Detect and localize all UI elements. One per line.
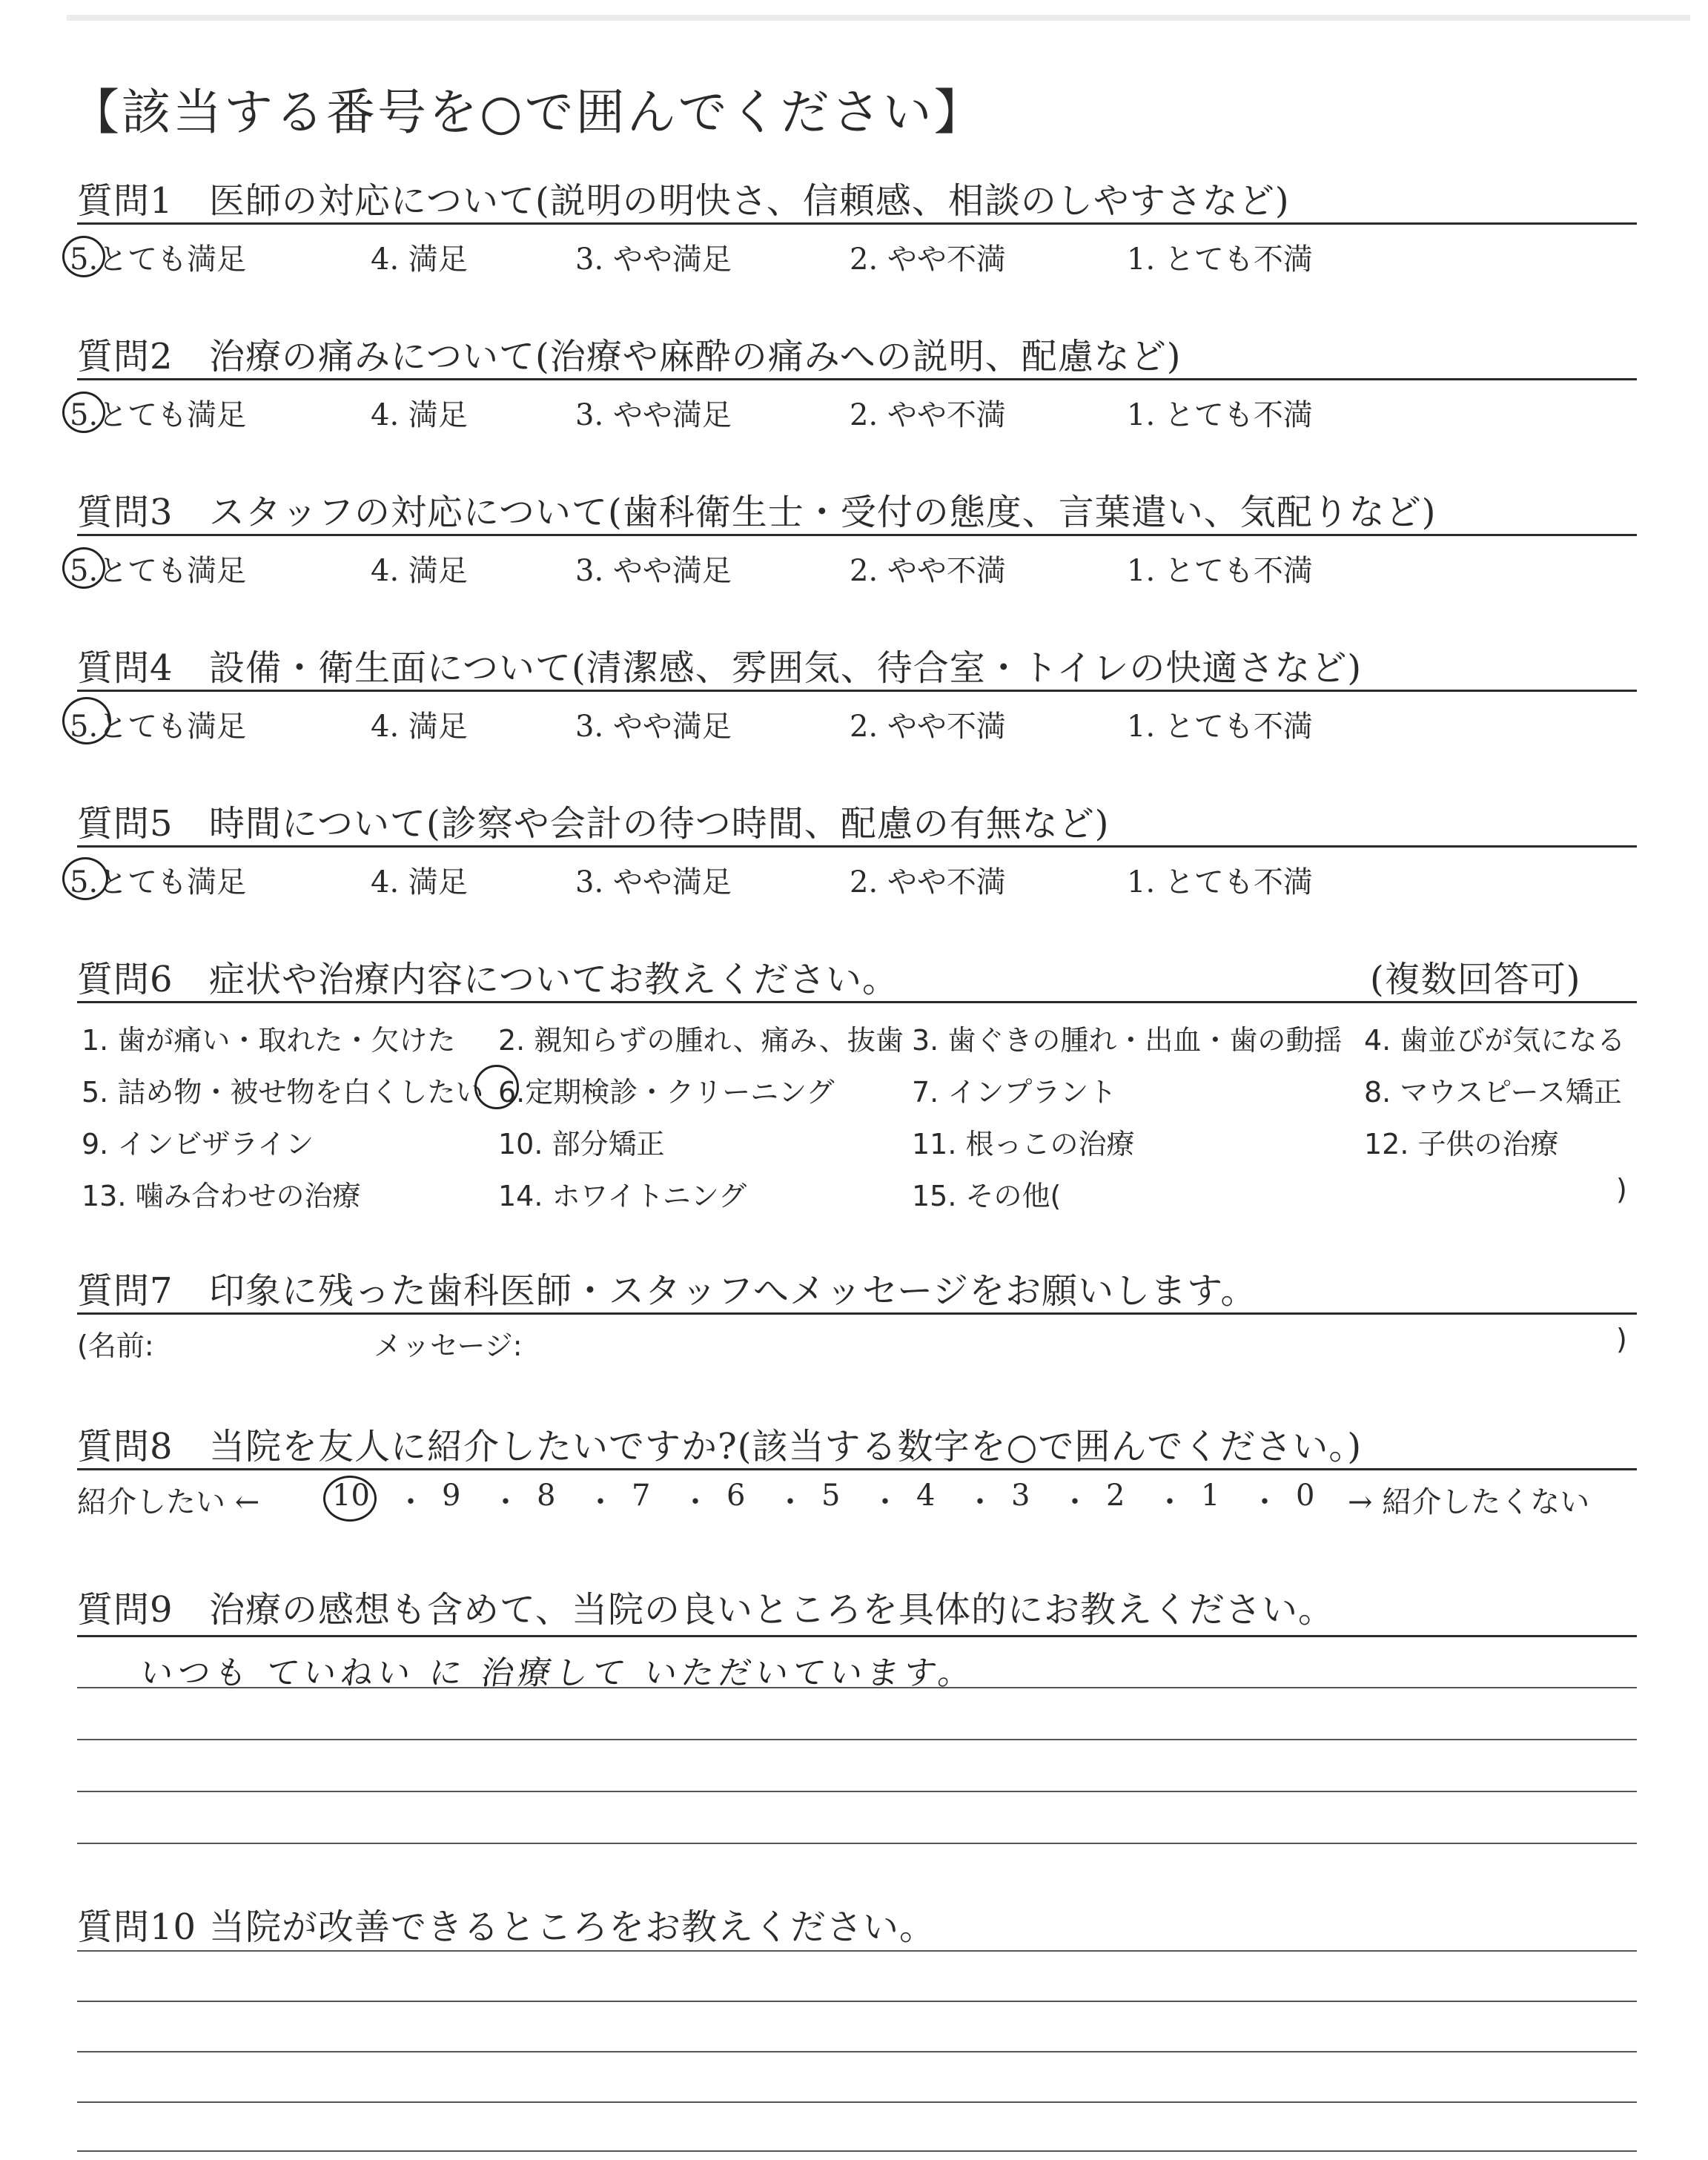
- q2-option-4[interactable]: 4. 満足: [371, 398, 468, 432]
- q6-item-3[interactable]: 3. 歯ぐきの腫れ・出血・歯の動揺: [912, 1024, 1343, 1057]
- question-8-label: 質問8: [77, 1426, 173, 1467]
- q8-left-label: 紹介したい ←: [77, 1485, 260, 1519]
- question-9: [77, 1581, 1334, 1632]
- question-6-rule: [77, 1001, 1637, 1003]
- question-2: [77, 328, 1182, 379]
- q1-option-3[interactable]: 3. やや満足: [575, 242, 732, 277]
- q1-option-4[interactable]: 4. 満足: [371, 242, 468, 277]
- q8-score-2[interactable]: 2: [1106, 1479, 1125, 1513]
- question-4-label: 質問4: [77, 647, 173, 689]
- q5-option-5[interactable]: 5.とても満足: [70, 865, 247, 899]
- q5-option-4[interactable]: 4. 満足: [371, 865, 468, 899]
- question-9-text: 治療の感想も含めて、当院の良いところを具体的にお教えください。: [209, 1589, 1335, 1631]
- q6-item-15[interactable]: 15. その他(: [912, 1180, 1062, 1212]
- q9-handwritten-answer[interactable]: いつも ていねい に 治療して いただいています。: [137, 1654, 979, 1692]
- question-6-text: 症状や治療内容についてお教えください。: [209, 959, 899, 1000]
- question-9-rule: [77, 1635, 1637, 1637]
- q6-item-2[interactable]: 2. 親知らずの腫れ、痛み、抜歯: [498, 1024, 904, 1057]
- question-10: [77, 1898, 936, 1949]
- q8-score-3[interactable]: 3: [1011, 1479, 1030, 1513]
- q6-item-14[interactable]: 14. ホワイトニング: [498, 1180, 747, 1212]
- q1-option-5[interactable]: 5.とても満足: [70, 242, 247, 277]
- question-2-label: 質問2: [77, 336, 173, 377]
- question-1-text: 医師の対応について(説明の明快さ、信頼感、相談のしやすさなど): [209, 180, 1290, 222]
- question-1: [77, 172, 1290, 223]
- q4-option-5[interactable]: 5.とても満足: [70, 710, 247, 744]
- q3-option-2[interactable]: 2. やや不満: [850, 554, 1006, 588]
- q6-item-1[interactable]: 1. 歯が痛い・取れた・欠けた: [82, 1024, 456, 1057]
- q8-score-6[interactable]: 6: [726, 1479, 746, 1513]
- question-2-rule: [77, 378, 1637, 380]
- q8-separator: ・: [1250, 1485, 1280, 1519]
- question-10-label: 質問10: [77, 1906, 197, 1948]
- q8-right-label: → 紹介したくない: [1348, 1485, 1590, 1519]
- answer-line: [77, 1739, 1637, 1740]
- q8-separator: ・: [1155, 1485, 1185, 1519]
- q2-option-2[interactable]: 2. やや不満: [850, 398, 1006, 432]
- question-3: [77, 483, 1437, 535]
- q6-item-9[interactable]: 9. インビザライン: [82, 1128, 314, 1160]
- q8-separator: ・: [775, 1485, 805, 1519]
- question-7: [77, 1262, 1257, 1313]
- q8-score-5[interactable]: 5: [821, 1479, 841, 1513]
- q6-item-6[interactable]: 6.定期検診・クリーニング: [498, 1076, 835, 1109]
- q7-message-label: メッセージ:: [374, 1330, 523, 1362]
- q1-option-1[interactable]: 1. とても不満: [1127, 242, 1313, 277]
- answer-line: [77, 1843, 1637, 1844]
- question-9-label: 質問9: [77, 1589, 173, 1631]
- q2-option-3[interactable]: 3. やや満足: [575, 398, 732, 432]
- q8-separator: ・: [396, 1485, 426, 1519]
- answer-line: [77, 2101, 1637, 2103]
- q3-option-4[interactable]: 4. 満足: [371, 554, 468, 588]
- question-6: [77, 951, 898, 1002]
- question-4-text: 設備・衛生面について(清潔感、雰囲気、待合室・トイレの快適さなど): [209, 647, 1363, 689]
- question-3-text: スタッフの対応について(歯科衛生士・受付の態度、言葉遣い、気配りなど): [209, 492, 1437, 533]
- question-7-text: 印象に残った歯科医師・スタッフへメッセージをお願いします。: [209, 1270, 1257, 1312]
- q8-score-0[interactable]: 0: [1296, 1479, 1315, 1513]
- q3-option-5[interactable]: 5.とても満足: [70, 554, 247, 588]
- q5-option-1[interactable]: 1. とても不満: [1127, 865, 1313, 899]
- question-8-text: 当院を友人に紹介したいですか?(該当する数字を○で囲んでください。): [209, 1426, 1363, 1467]
- question-5-rule: [77, 845, 1637, 848]
- q4-option-1[interactable]: 1. とても不満: [1127, 710, 1313, 744]
- q6-item-8[interactable]: 8. マウスピース矯正: [1364, 1076, 1622, 1109]
- answer-line: [77, 2051, 1637, 2052]
- page-title: 【該当する番号を○で囲んでください】: [70, 84, 985, 141]
- q8-score-7[interactable]: 7: [632, 1479, 651, 1513]
- q3-option-1[interactable]: 1. とても不満: [1127, 554, 1313, 588]
- q8-score-10[interactable]: 10: [332, 1479, 370, 1513]
- q5-option-2[interactable]: 2. やや不満: [850, 865, 1006, 899]
- question-8: [77, 1418, 1362, 1469]
- question-1-label: 質問1: [77, 180, 173, 222]
- q6-item-12[interactable]: 12. 子供の治療: [1364, 1128, 1559, 1160]
- q8-separator: ・: [965, 1485, 995, 1519]
- question-1-rule: [77, 222, 1637, 225]
- question-4-rule: [77, 690, 1637, 692]
- question-5: [77, 795, 1110, 846]
- q6-item-4[interactable]: 4. 歯並びが気になる: [1364, 1024, 1626, 1057]
- question-6-note: (複数回答可): [1370, 959, 1581, 1000]
- q8-separator: ・: [1060, 1485, 1090, 1519]
- q4-option-2[interactable]: 2. やや不満: [850, 710, 1006, 744]
- scan-edge: [67, 15, 1690, 21]
- q2-option-1[interactable]: 1. とても不満: [1127, 398, 1313, 432]
- q6-item-7[interactable]: 7. インプラント: [912, 1076, 1117, 1109]
- q5-option-3[interactable]: 3. やや満足: [575, 865, 732, 899]
- answer-line: [77, 2001, 1637, 2002]
- q8-score-8[interactable]: 8: [537, 1479, 556, 1513]
- q6-item-11[interactable]: 11. 根っこの治療: [912, 1128, 1135, 1160]
- question-2-text: 治療の痛みについて(治療や麻酔の痛みへの説明、配慮など): [209, 336, 1182, 377]
- q8-score-4[interactable]: 4: [916, 1479, 936, 1513]
- q6-item-13[interactable]: 13. 噛み合わせの治療: [82, 1180, 361, 1212]
- question-10-text: 当院が改善できるところをお教えください。: [209, 1906, 936, 1948]
- q7-name-label: (名前:: [77, 1330, 154, 1362]
- q3-option-3[interactable]: 3. やや満足: [575, 554, 732, 588]
- q6-item-10[interactable]: 10. 部分矯正: [498, 1128, 665, 1160]
- question-7-label: 質問7: [77, 1270, 173, 1312]
- answer-line: [77, 2150, 1637, 2152]
- q1-option-2[interactable]: 2. やや不満: [850, 242, 1006, 277]
- q8-separator: ・: [681, 1485, 710, 1519]
- answer-line: [77, 1687, 1637, 1688]
- q4-option-4[interactable]: 4. 満足: [371, 710, 468, 744]
- question-5-label: 質問5: [77, 803, 173, 845]
- q2-option-5[interactable]: 5.とても満足: [70, 398, 247, 432]
- q8-separator: ・: [586, 1485, 615, 1519]
- answer-line: [77, 1950, 1637, 1952]
- question-5-text: 時間について(診察や会計の待つ時間、配慮の有無など): [209, 803, 1110, 845]
- q8-score-1[interactable]: 1: [1201, 1479, 1220, 1513]
- question-3-label: 質問3: [77, 492, 173, 533]
- q8-separator: ・: [491, 1485, 520, 1519]
- q6-item-15-close: ): [1616, 1173, 1627, 1206]
- question-4: [77, 639, 1362, 690]
- question-6-label: 質問6: [77, 959, 173, 1000]
- q4-option-3[interactable]: 3. やや満足: [575, 710, 732, 744]
- q6-item-5[interactable]: 5. 詰め物・被せ物を白くしたい: [82, 1076, 484, 1109]
- q8-separator: ・: [870, 1485, 900, 1519]
- question-8-rule: [77, 1468, 1637, 1470]
- question-7-rule: [77, 1312, 1637, 1315]
- answer-line: [77, 1791, 1637, 1792]
- q7-close-paren: ): [1616, 1323, 1627, 1355]
- question-3-rule: [77, 534, 1637, 536]
- q8-score-9[interactable]: 9: [442, 1479, 461, 1513]
